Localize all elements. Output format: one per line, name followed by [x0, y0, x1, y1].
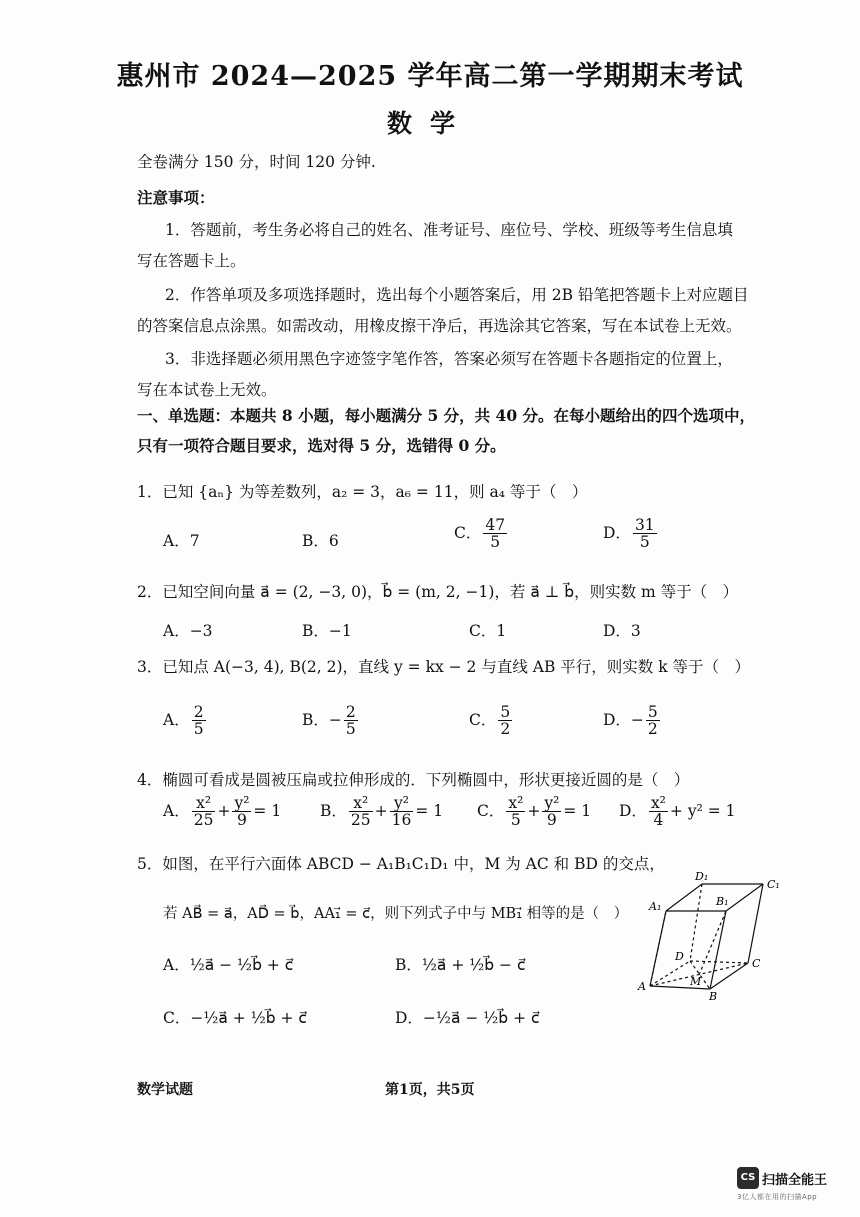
q2-stem: 2．已知空间向量 a⃗ = (2, −3, 0)，b⃗ = (m, 2, −1)，若 a⃗ ⊥ b⃗，则实数 m 等于（ ） [137, 583, 739, 601]
q5-option-c: C．−½a⃗ + ½b⃗ + c⃗ [163, 1009, 307, 1027]
notice-2a: 2．作答单项及多项选择题时，选出每个小题答案后，用 2B 铅笔把答题卡上对应题目 [165, 286, 749, 304]
scanner-tagline: 3亿人都在用的扫描App [737, 1193, 818, 1201]
q2-option-b: B．−1 [302, 622, 352, 640]
q4-option-b: B． $\frac{\text{x²}}{25}$ + $\frac{\text{y²}}{16}$ = 1 [320, 794, 444, 830]
notice-3b: 写在本试卷上无效。 [137, 381, 277, 399]
fig-label-c1: C₁ [767, 878, 780, 891]
q2-option-d: D．3 [603, 622, 641, 640]
fig-label-m: M [690, 975, 702, 988]
q3-option-b: B．− $\frac{2}{5}$ [302, 703, 356, 739]
q2-option-a: A．−3 [163, 622, 213, 640]
q5-stem-2: 若 AB⃗ = a⃗，AD⃗ = b⃗，AA₁⃗ = c⃗，则下列式子中与 MB₁⃗ 相等的是（ ） [163, 906, 629, 922]
fig-label-a: A [638, 980, 646, 993]
notice-1b: 写在答题卡上。 [137, 252, 246, 270]
q1-option-a: A．7 [163, 532, 200, 550]
scanner-watermark [737, 1167, 847, 1207]
scanner-logo-icon: CS [737, 1167, 759, 1189]
score-line: 全卷满分 150 分，时间 120 分钟. [137, 153, 376, 171]
q1-option-b: B．6 [302, 532, 339, 550]
fig-label-d: D [675, 950, 684, 963]
q2-option-c: C．1 [469, 622, 507, 640]
fig-label-c: C [752, 957, 761, 970]
q5-stem: 5．如图，在平行六面体 ABCD − A₁B₁C₁D₁ 中，M 为 AC 和 BD 的交点， [137, 855, 665, 873]
scanner-brand: 扫描全能王 [762, 1172, 828, 1188]
section1-line2: 只有一项符合题目要求，选对得 5 分，选错得 0 分。 [137, 436, 506, 455]
q1-option-c: C． $\frac{47}{5}$ [454, 516, 506, 552]
q3-stem: 3．已知点 A(−3, 4), B(2, 2)，直线 y = kx − 2 与直线 AB 平行，则实数 k 等于（ ） [137, 658, 751, 676]
subject-title: 数学 [386, 109, 473, 138]
q4-option-a: A． $\frac{\text{x²}}{25}$ + $\frac{\text{y²}}{9}$ = 1 [163, 794, 282, 830]
q4-option-c: C． $\frac{\text{x²}}{5}$ + $\frac{\text{y²}}{9}$ = 1 [477, 794, 592, 830]
q4-stem: 4．椭圆可看成是圆被压扁或拉伸形成的．下列椭圆中，形状更接近圆的是（ ） [137, 771, 690, 789]
notice-2b: 的答案信息点涂黑。如需改动，用橡皮擦干净后，再选涂其它答案，写在本试卷上无效。 [137, 317, 742, 335]
notice-1a: 1．答题前，考生务必将自己的姓名、准考证号、座位号、学校、班级等考生信息填 [165, 221, 733, 239]
exam-title: 惠州市 2024—2025 学年高二第一学期期末考试 [116, 61, 744, 92]
parallelepiped-figure [635, 866, 795, 1006]
notice-heading: 注意事项： [137, 188, 215, 207]
section1-line1: 一、单选题：本题共 8 小题，每小题满分 5 分，共 40 分。在每小题给出的四个选项中， [137, 406, 756, 425]
footer-subject: 数学试题 [137, 1082, 193, 1098]
footer-page-number: 第1页，共5页 [385, 1082, 475, 1098]
fig-label-b1: B₁ [716, 895, 729, 908]
fig-label-b: B [709, 990, 718, 1003]
fig-label-d1: D₁ [695, 870, 709, 883]
q5-option-b: B．½a⃗ + ½b⃗ − c⃗ [395, 956, 526, 974]
q1-option-d: D． $\frac{31}{5}$ [603, 516, 655, 552]
fig-label-a1: A₁ [649, 900, 662, 913]
q1-stem: 1．已知 {aₙ} 为等差数列，a₂ = 3，a₆ = 11，则 a₄ 等于（ ） [137, 483, 588, 501]
q5-option-d: D．−½a⃗ − ½b⃗ + c⃗ [395, 1009, 540, 1027]
q4-option-d: D． $\frac{\text{x²}}{4}$ + y² = 1 [619, 794, 736, 830]
q3-option-d: D．− $\frac{5}{2}$ [603, 703, 658, 739]
q5-option-a: A．½a⃗ − ½b⃗ + c⃗ [163, 956, 294, 974]
q3-option-a: A． $\frac{2}{5}$ [163, 703, 204, 739]
notice-3a: 3．非选择题必须用黑色字迹签字笔作答，答案必须写在答题卡各题指定的位置上， [165, 350, 733, 368]
q3-option-c: C． $\frac{5}{2}$ [469, 703, 511, 739]
